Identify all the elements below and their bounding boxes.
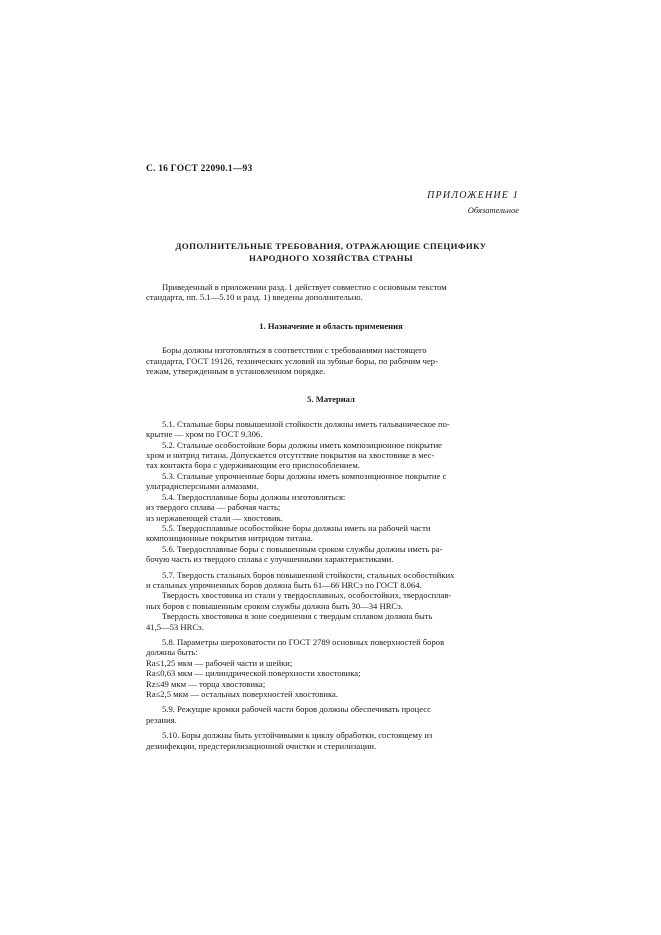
text-line: 5.6. Твердосплавные боры с повышенным сроком службы должны иметь ра- xyxy=(162,543,443,554)
section-1-paragraph xyxy=(146,345,516,376)
document-title-line-1: ДОПОЛНИТЕЛЬНЫЕ ТРЕБОВАНИЯ, ОТРАЖАЮЩИЕ СПЕЦИФИКУ xyxy=(175,241,487,251)
clause-5-5 xyxy=(146,523,516,544)
appendix-label xyxy=(427,188,519,218)
text-line: тах контакта бора с удерживающим его приспособлением. xyxy=(146,460,360,471)
document-title-line-2: НАРОДНОГО ХОЗЯЙСТВА СТРАНЫ xyxy=(248,253,414,263)
intro-paragraph xyxy=(146,282,516,303)
page-header: С. 16 ГОСТ 22090.1—93 xyxy=(146,164,253,174)
section-5-heading: 5. Материал xyxy=(307,394,355,405)
text-line: 5.2. Стальные особостойкие боры должны иметь композиционное покрытие xyxy=(162,439,442,450)
text-line: Твердость хвостовика в зоне соединения с твердым сплавом должна быть xyxy=(162,611,433,622)
clause-5-3 xyxy=(146,471,516,492)
appendix-title: ПРИЛОЖЕНИЕ 1 xyxy=(427,190,519,201)
text-line: композиционные покрытия нитридом титана. xyxy=(146,533,313,544)
section-1-heading: 1. Назначение и область применения xyxy=(259,320,403,331)
text-line: 5.1. Стальные боры повышенной стойкости должны иметь гальваническое по- xyxy=(162,418,450,429)
text-line: бочую часть из твердого сплава с улучшенными характеристиками. xyxy=(146,554,394,565)
text-line: крытие — хром по ГОСТ 9.306. xyxy=(146,429,263,440)
clause-5-10 xyxy=(146,730,516,751)
text-line: хром и нитрид титана. Допускается отсутствие покрытия на хвостовике в мес- xyxy=(146,450,435,461)
text-line: резания. xyxy=(146,714,177,725)
appendix-status: Обязательное xyxy=(467,205,519,215)
text-line: и стальных упрочненных боров должна быть 61—66 HRCэ по ГОСТ 8.064. xyxy=(146,579,422,590)
roughness-item: Ra≤0,63 мкм — цилиндрической поверхности хвостовика; xyxy=(146,668,361,679)
text-line: 5.9. Режущие кромки рабочей части боров должны обеспечивать процесс xyxy=(162,704,431,715)
roughness-item: Ra≤1,25 мкм — рабочей части и шейки; xyxy=(146,657,293,668)
clause-5-7 xyxy=(146,570,516,632)
text-line: 5.5. Твердосплавные особостойкие боры должны иметь на рабочей части xyxy=(162,522,431,533)
text-line: дезинфекции, предстерилизационной очистки и стерилизации. xyxy=(146,740,377,751)
text-line: стандарта, пп. 5.1—5.10 и разд. 1) введены дополнительно. xyxy=(146,292,363,303)
text-line: 41,5—53 HRCэ. xyxy=(146,621,204,632)
document-body xyxy=(146,282,516,751)
document-title xyxy=(146,240,516,264)
text-line: ультрадисперсными алмазами. xyxy=(146,481,259,492)
text-line: 5.10. Боры должны быть устойчивыми к циклу обработки, состоящему из xyxy=(162,730,433,741)
text-line: Твердость хвостовика из стали у твердосплавных, особостойких, твердосплав- xyxy=(162,590,452,601)
text-line: тежам, утвержденным в установленном порядке. xyxy=(146,366,326,377)
text-line: 5.8. Параметры шероховатости по ГОСТ 2789 основных поверхностей боров xyxy=(162,636,445,647)
clause-5-8 xyxy=(146,637,516,699)
text-line: Боры должны изготовляться в соответствии с требованиями настоящего xyxy=(162,345,427,356)
clause-5-4 xyxy=(146,492,516,523)
text-line: должны быть: xyxy=(146,647,198,658)
clause-5-6 xyxy=(146,544,516,565)
text-line: 5.3. Стальные упрочненные боры должны иметь композиционное покрытие с xyxy=(162,470,447,481)
text-line: 5.7. Твердость стальных боров повышенной стойкости, стальных особостойких xyxy=(162,569,455,580)
roughness-item: Ra≤2,5 мкм — остальных поверхностей хвостовика. xyxy=(146,689,338,699)
text-line: из твердого сплава — рабочая часть; xyxy=(146,502,281,513)
text-line: ных боров с повышенным сроком службы должна быть 30—34 HRCэ. xyxy=(146,600,403,611)
text-line: Приведенный в приложении разд. 1 действует совместно с основным текстом xyxy=(162,282,447,292)
clause-5-9 xyxy=(146,704,516,725)
clause-5-1 xyxy=(146,419,516,440)
roughness-item: Rz≤49 мкм — торца хвостовика; xyxy=(146,678,266,689)
text-line: 5.4. Твердосплавные боры должны изготовляться: xyxy=(162,491,346,502)
text-line: стандарта, ГОСТ 19126, технических условий на зубные боры, по рабочим чер- xyxy=(146,355,438,366)
clause-5-2 xyxy=(146,440,516,471)
text-line: из нержавеющей стали — хвостовик. xyxy=(146,512,283,523)
